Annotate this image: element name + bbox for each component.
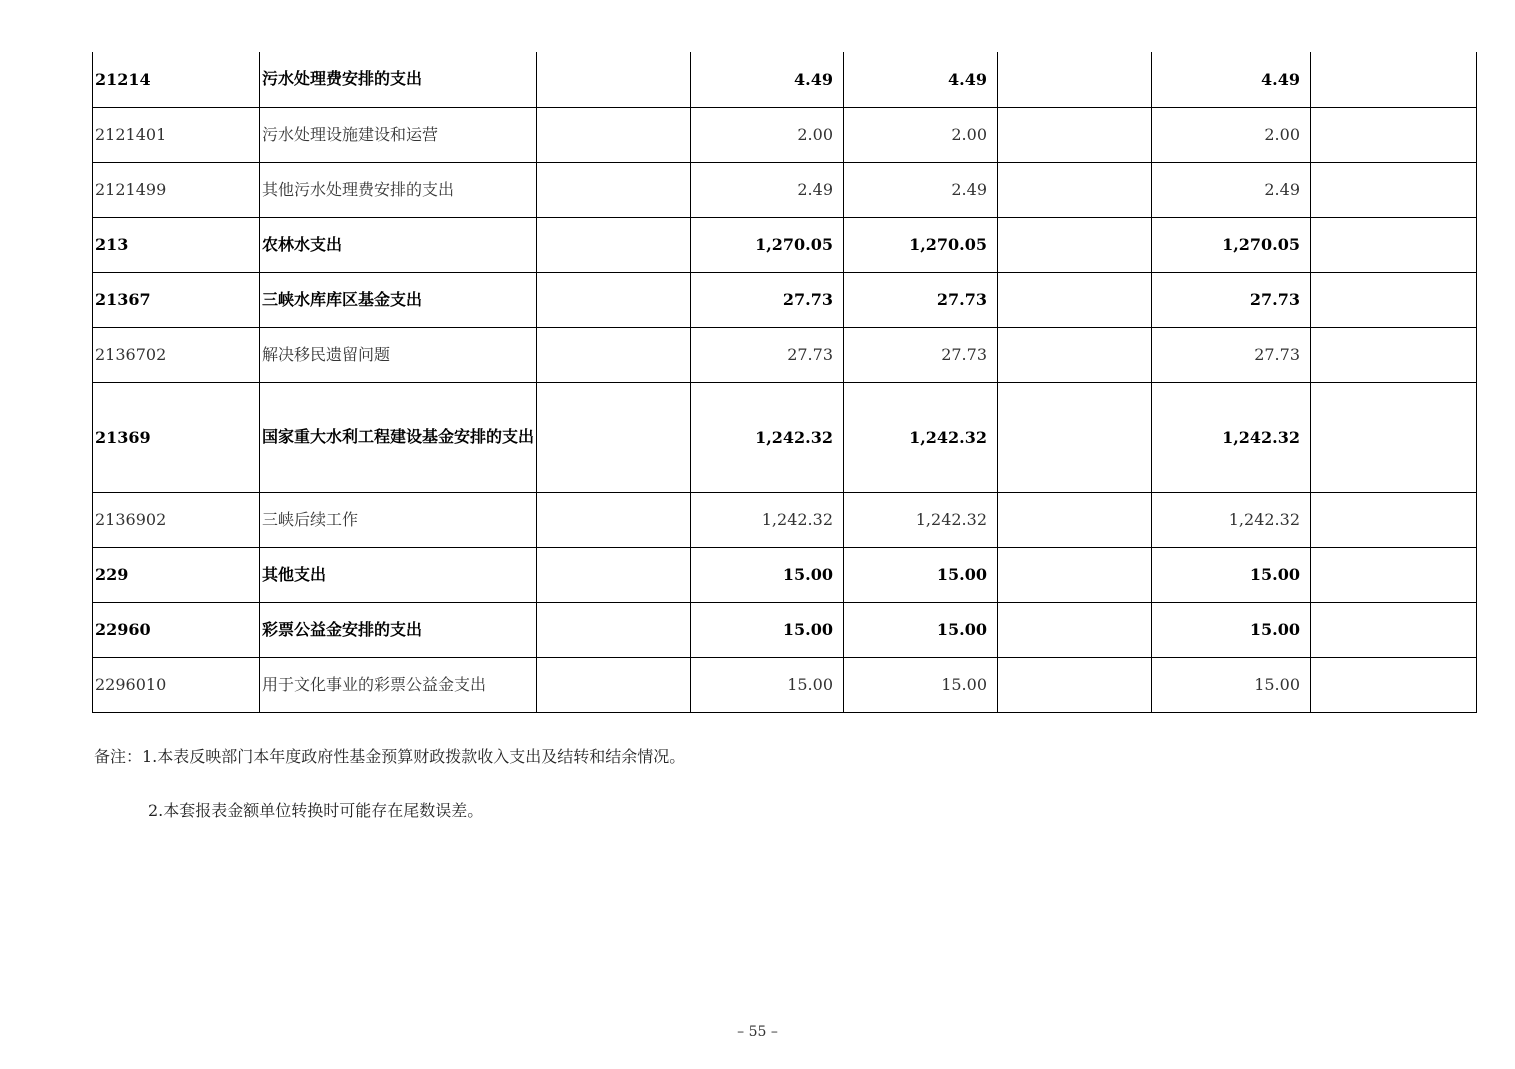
cell-name: 三峡后续工作 (260, 492, 537, 547)
cell-col7: 2.00 (1152, 107, 1311, 162)
cell-name: 其他污水处理费安排的支出 (260, 162, 537, 217)
cell-col5: 15.00 (844, 547, 998, 602)
cell-code: 2136902 (93, 492, 260, 547)
cell-code: 21367 (93, 272, 260, 327)
table-row (93, 547, 1477, 602)
cell-col7: 15.00 (1152, 657, 1311, 712)
cell-col8 (1311, 547, 1477, 602)
cell-col6 (998, 52, 1152, 107)
cell-name: 用于文化事业的彩票公益金支出 (260, 657, 537, 712)
cell-col6 (998, 492, 1152, 547)
cell-col8 (1311, 217, 1477, 272)
cell-code: 213 (93, 217, 260, 272)
cell-col8 (1311, 492, 1477, 547)
cell-col6 (998, 272, 1152, 327)
table-row (93, 382, 1477, 492)
cell-col3 (537, 492, 691, 547)
cell-col5: 1,242.32 (844, 382, 998, 492)
cell-col3 (537, 52, 691, 107)
cell-col4: 2.00 (691, 107, 844, 162)
cell-col3 (537, 107, 691, 162)
cell-col7: 27.73 (1152, 272, 1311, 327)
cell-col7: 1,270.05 (1152, 217, 1311, 272)
cell-code: 22960 (93, 602, 260, 657)
cell-col5: 1,270.05 (844, 217, 998, 272)
cell-name: 三峡水库库区基金支出 (260, 272, 537, 327)
cell-col7: 2.49 (1152, 162, 1311, 217)
cell-col7: 15.00 (1152, 602, 1311, 657)
cell-name: 污水处理费安排的支出 (260, 52, 537, 107)
cell-col3 (537, 657, 691, 712)
cell-name: 农林水支出 (260, 217, 537, 272)
cell-col5: 4.49 (844, 52, 998, 107)
cell-col4: 1,270.05 (691, 217, 844, 272)
table-row (93, 492, 1477, 547)
cell-code: 2296010 (93, 657, 260, 712)
cell-code: 21369 (93, 382, 260, 492)
cell-col5: 15.00 (844, 602, 998, 657)
cell-col6 (998, 547, 1152, 602)
cell-col7: 1,242.32 (1152, 382, 1311, 492)
cell-col8 (1311, 657, 1477, 712)
cell-col6 (998, 602, 1152, 657)
cell-col3 (537, 382, 691, 492)
footnote-2: 2.本套报表金额单位转换时可能存在尾数误差。 (148, 801, 484, 820)
cell-col5: 2.00 (844, 107, 998, 162)
table-row (93, 217, 1477, 272)
cell-name: 国家重大水利工程建设基金安排的支出 (260, 382, 537, 492)
cell-col3 (537, 217, 691, 272)
cell-col3 (537, 547, 691, 602)
cell-col4: 2.49 (691, 162, 844, 217)
cell-col4: 15.00 (691, 547, 844, 602)
cell-col8 (1311, 162, 1477, 217)
table-row (93, 107, 1477, 162)
cell-col8 (1311, 107, 1477, 162)
cell-col4: 15.00 (691, 657, 844, 712)
budget-table (92, 52, 1477, 713)
cell-col6 (998, 327, 1152, 382)
table-row (93, 162, 1477, 217)
cell-col7: 15.00 (1152, 547, 1311, 602)
page-number: – 55 – (737, 1024, 778, 1040)
cell-col4: 27.73 (691, 327, 844, 382)
table-body (93, 52, 1477, 712)
table-row (93, 52, 1477, 107)
cell-name: 其他支出 (260, 547, 537, 602)
table-row (93, 272, 1477, 327)
cell-col3 (537, 162, 691, 217)
cell-code: 21214 (93, 52, 260, 107)
cell-col4: 15.00 (691, 602, 844, 657)
cell-col3 (537, 272, 691, 327)
cell-col5: 27.73 (844, 327, 998, 382)
cell-col7: 1,242.32 (1152, 492, 1311, 547)
cell-col6 (998, 657, 1152, 712)
table-row (93, 657, 1477, 712)
cell-col5: 15.00 (844, 657, 998, 712)
table-row (93, 602, 1477, 657)
cell-col4: 1,242.32 (691, 492, 844, 547)
cell-col4: 1,242.32 (691, 382, 844, 492)
cell-col5: 27.73 (844, 272, 998, 327)
cell-col7: 27.73 (1152, 327, 1311, 382)
cell-col8 (1311, 602, 1477, 657)
cell-col4: 4.49 (691, 52, 844, 107)
cell-col8 (1311, 382, 1477, 492)
cell-code: 2136702 (93, 327, 260, 382)
cell-col8 (1311, 272, 1477, 327)
cell-col3 (537, 602, 691, 657)
cell-code: 229 (93, 547, 260, 602)
cell-name: 彩票公益金安排的支出 (260, 602, 537, 657)
cell-col6 (998, 217, 1152, 272)
cell-col7: 4.49 (1152, 52, 1311, 107)
cell-col8 (1311, 52, 1477, 107)
cell-col5: 2.49 (844, 162, 998, 217)
cell-code: 2121499 (93, 162, 260, 217)
cell-col6 (998, 162, 1152, 217)
footnote-1: 备注：1.本表反映部门本年度政府性基金预算财政拨款收入支出及结转和结余情况。 (94, 747, 686, 766)
cell-col6 (998, 382, 1152, 492)
cell-col3 (537, 327, 691, 382)
table-row (93, 327, 1477, 382)
cell-code: 2121401 (93, 107, 260, 162)
cell-name: 解决移民遗留问题 (260, 327, 537, 382)
cell-col6 (998, 107, 1152, 162)
cell-name: 污水处理设施建设和运营 (260, 107, 537, 162)
cell-col4: 27.73 (691, 272, 844, 327)
cell-col5: 1,242.32 (844, 492, 998, 547)
cell-col8 (1311, 327, 1477, 382)
